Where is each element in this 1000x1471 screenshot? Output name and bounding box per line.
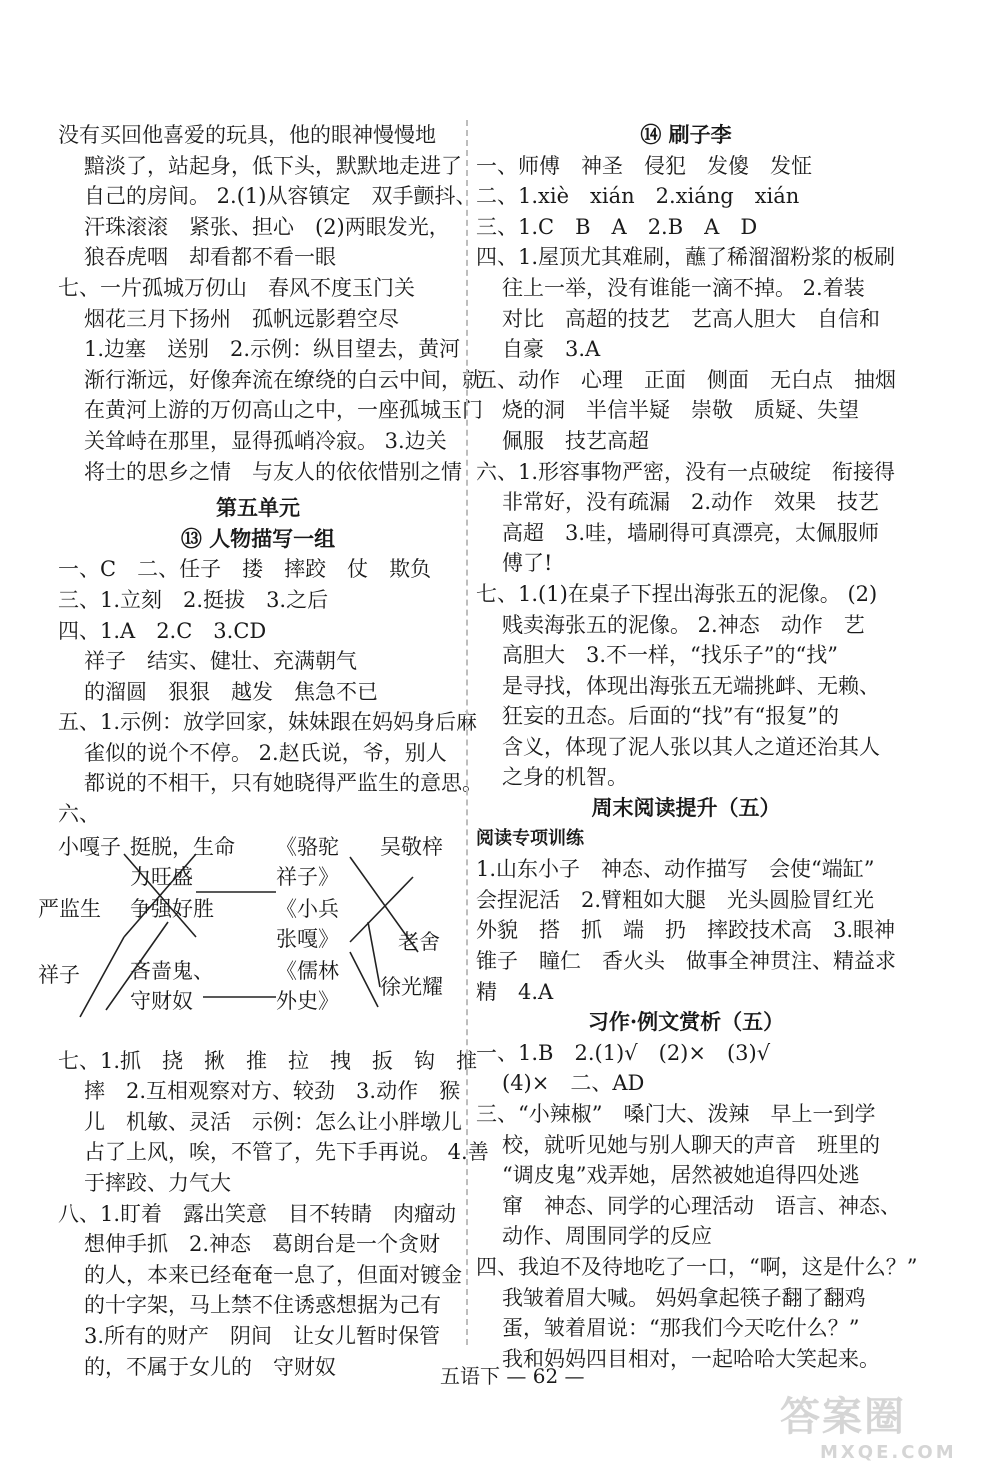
text-line: 贱卖海张五的泥像。 2.神态 动作 艺 [502, 612, 865, 637]
question-label: 三、 [476, 214, 518, 239]
page-number: — 62 — [506, 1364, 585, 1388]
question-label: 四、 [476, 1254, 518, 1279]
lesson-title: ⑬ 人物描写一组 [180, 525, 336, 551]
text-line: 儿 机敏、灵活 示例：怎么让小胖墩儿 [84, 1109, 462, 1134]
match-name: 小嘎子 [58, 834, 121, 859]
text-line: 精 4.A [476, 979, 554, 1004]
match-author: 吴敬梓 [380, 834, 443, 859]
match-book: 《儒林 外史》 [276, 958, 339, 1013]
answer-text: 1.形容事物严密，没有一点破绽 衔接得 [518, 459, 896, 484]
text-line: 一片孤城万仞山 春风不度玉门关 [100, 275, 415, 300]
connector-line [368, 922, 380, 987]
match-trait: 争强好胜 [130, 896, 214, 921]
question-5 [58, 707, 478, 738]
answer-text: 1.B 2.(1)√ (2)× (3)√ [518, 1040, 771, 1065]
text-line: 黯淡了，站起身，低下头，默默地走进了 [84, 153, 462, 178]
question-label: 一、 [58, 557, 100, 582]
answer-text: 我迫不及待地吃了一口，“啊，这是什么？” [518, 1254, 918, 1279]
question-3 [476, 1099, 896, 1130]
question-5 [476, 365, 896, 396]
lesson-title: ⑭ 刷子李 [640, 122, 732, 147]
match-book: 《小兵 张嘎》 [276, 896, 339, 951]
text-line: 的，不属于女儿的 守财奴 [84, 1354, 336, 1379]
text-line: 的十字架，马上禁不住诱惑想据为己有 [84, 1293, 441, 1318]
question-label: 五、 [58, 710, 100, 735]
book-label: 五语下 [440, 1364, 500, 1388]
question-4 [476, 242, 896, 273]
text-line: 烟花三月下扬州 孤帆远影碧空尽 [84, 306, 399, 331]
question-4 [476, 1252, 918, 1283]
text-line: 锥子 瞳仁 香火头 做事全神贯注、精益求 [476, 949, 896, 974]
text-line: 自豪 3.A [502, 337, 601, 362]
question-6 [476, 457, 896, 488]
answer-text: 1.盯着 露出笑意 目不转睛 肉瘤动 [100, 1201, 457, 1226]
watermark-brand: 答案圈 [780, 1394, 906, 1440]
question-label: 五、 [476, 367, 518, 392]
text-line: 3.所有的财产 阴间 让女儿暂时保管 [84, 1324, 441, 1348]
match-name: 严监生 [38, 896, 101, 921]
question-7 [476, 579, 896, 610]
text-line: 往上一举，没有谁能一滴不掉。 2.着装 [502, 275, 865, 300]
question-label: 二、 [476, 184, 518, 209]
text-line: “调皮鬼”戏弄她，居然被她追得四处逃 [502, 1163, 860, 1188]
text-line: 校，就听见她与别人聊天的声音 班里的 [502, 1132, 880, 1157]
column-divider [466, 120, 468, 1345]
connector-line [376, 942, 383, 957]
text-line: 渐行渐远，好像奔流在缭绕的白云中间，就 [84, 367, 483, 392]
question-7b [58, 1046, 478, 1077]
text-line: 窜 神态、同学的心理活动 语言、神态、 [502, 1193, 901, 1218]
text-line: 祥子 结实、健壮、充满朝气 [84, 649, 357, 674]
text-line: 我和妈妈四目相对，一起哈哈大笑起来。 [502, 1346, 880, 1371]
match-book: 《骆驼 祥子》 [276, 834, 339, 889]
match-author: 徐光耀 [380, 974, 443, 999]
answer-text: 1.xiè xián 2.xiáng xián [518, 184, 800, 209]
match-trait: 挺脱，生命 力旺盛 [130, 834, 235, 889]
right-column [476, 120, 918, 1374]
text-line: 我皱着眉大喊。 妈妈拿起筷子翻了翻鸡 [502, 1285, 866, 1310]
answer-text: 动作 心理 正面 侧面 无白点 抽烟 [518, 367, 896, 392]
text-line: 摔 2.互相观察对方、较劲 3.动作 猴 [84, 1079, 461, 1104]
match-trait: 吝啬鬼、 守财奴 [130, 958, 214, 1013]
question-1 [58, 554, 458, 585]
text-line: 将士的思乡之情 与友人的依依惜别之情 [84, 459, 462, 484]
text-line: 汗珠滚滚 紧张、担心 (2)两眼发光， [84, 214, 450, 239]
answer-text: 1.C B A 2.B A D [518, 214, 758, 239]
question-3 [476, 212, 896, 243]
question-label: 六、 [476, 459, 518, 484]
unit-title: 第五单元 [216, 495, 300, 521]
answer-text: “小辣椒” 嗓门大、泼辣 早上一到学 [518, 1102, 876, 1126]
weekend-reading-title: 周末阅读提升（五） [591, 795, 781, 821]
answer-text: 1.抓 挠 揪 推 拉 拽 扳 钩 推 [100, 1048, 478, 1073]
text-line: 关耸峙在那里，显得孤峭冷寂。 3.边关 [84, 428, 447, 453]
text-line: 自己的房间。 2.(1)从容镇定 双手颤抖、 [84, 184, 477, 209]
question-label: 七、 [58, 275, 100, 300]
watermark-site: MXQE.COM [820, 1442, 957, 1463]
answer-text: 1.(1)在桌子下捏出海张五的泥像。 (2) [518, 581, 878, 606]
question-label: 八、 [58, 1201, 100, 1226]
text-line: 高超 3.哇，墙刷得可真漂亮，太佩服师 [502, 520, 880, 545]
reading-subtitle: 阅读专项训练 [476, 827, 584, 849]
question-3 [58, 585, 458, 616]
text-line: (4)× 二、AD [502, 1071, 645, 1096]
answer-text: 师傅 神圣 侵犯 发傻 发怔 [518, 153, 812, 178]
question-label: 七、 [58, 1048, 100, 1073]
question-label: 三、 [476, 1102, 518, 1126]
text-line: 烧的洞 半信半疑 崇敬 质疑、失望 [502, 398, 859, 423]
text-line: 占了上风，唉，不管了，先下手再说。 4.善 [84, 1140, 489, 1165]
text-line: 的溜圆 狠狠 越发 焦急不已 [84, 679, 378, 704]
text-line: 想伸手抓 2.神态 葛朗台是一个贪财 [84, 1232, 441, 1257]
text-line: 1.山东小子 神态、动作描写 会使“端缸” [476, 857, 875, 882]
text-line: 是寻找，体现出海张五无端挑衅、无赖、 [502, 673, 880, 698]
text-line: 会捏泥活 2.臂粗如大腿 光头圆脸冒红光 [476, 887, 875, 912]
text-line: 1.边塞 送别 2.示例：纵目望去，黄河 [84, 337, 461, 362]
question-1 [476, 1038, 896, 1069]
text-line: 傅了! [502, 551, 553, 576]
question-7 [58, 273, 483, 487]
text-line: 动作、周围同学的反应 [502, 1224, 712, 1249]
watermark-logo [780, 1385, 980, 1463]
text-line: 狼吞虎咽 却看都不看一眼 [84, 245, 336, 270]
question-6 [58, 799, 458, 830]
essay-title: 习作·例文赏析（五） [587, 1009, 785, 1035]
match-author: 老舍 [398, 929, 440, 954]
question-4 [58, 616, 458, 647]
question-label: 三、 [58, 587, 100, 612]
answer-text: 1.立刻 2.挺拔 3.之后 [100, 587, 329, 612]
text-line: 佩服 技艺高超 [502, 428, 649, 453]
text-line: 高胆大 3.不一样，“找乐子”的“找” [502, 643, 838, 668]
answer-text: 1.示例：放学回家，妹妹跟在妈妈身后麻 [100, 710, 478, 735]
question-label: 一、 [476, 153, 518, 178]
question-label: 七、 [476, 581, 518, 606]
text-line: 都说的不相干，只有她晓得严监生的意思。 [84, 771, 483, 796]
text-line: 含义，体现了泥人张以其人之道还治其人 [502, 734, 880, 759]
question-2 [476, 181, 896, 212]
text-line: 于摔跤、力气大 [84, 1171, 231, 1196]
question-8 [58, 1199, 458, 1230]
answer-text: 1.A 2.C 3.CD [100, 618, 267, 643]
connector-line [350, 952, 378, 1007]
question-label: 一、 [476, 1040, 518, 1065]
text-line: 外貌 搭 抓 端 扔 摔跤技术高 3.眼神 [476, 918, 896, 943]
text-line: 的人，本来已经奄奄一息了，但面对镀金 [84, 1262, 462, 1287]
question-label: 四、 [58, 618, 100, 643]
question-label: 四、 [476, 245, 518, 270]
answer-text: 1.屋顶尤其难刷，蘸了稀溜溜粉浆的板刷 [518, 245, 896, 270]
text-line: 没有买回他喜爱的玩具，他的眼神慢慢地 [58, 123, 436, 147]
page-footer [440, 1360, 585, 1389]
connector-line [80, 937, 124, 1017]
matching-diagram [38, 832, 458, 1042]
question-label: 六、 [58, 802, 100, 827]
paragraph-continuation [58, 120, 477, 273]
text-line: 蛋，皱着眉说：“那我们今天吃什么？” [502, 1316, 860, 1341]
text-line: 之身的机智。 [502, 765, 628, 790]
text-line: 对比 高超的技艺 艺高人胆大 自信和 [502, 306, 880, 331]
answer-text: C 二、任子 搂 摔跤 仗 欺负 [100, 557, 432, 582]
text-line: 雀似的说个不停。 2.赵氏说，爷，别人 [84, 740, 447, 765]
text-line: 狂妄的丑态。后面的“找”有“报复”的 [502, 704, 839, 729]
text-line: 非常好，没有疏漏 2.动作 效果 技艺 [502, 490, 880, 515]
text-line: 在黄河上游的万仞高山之中，一座孤城玉门 [84, 398, 483, 423]
match-name: 祥子 [38, 962, 80, 987]
question-1 [476, 151, 896, 182]
